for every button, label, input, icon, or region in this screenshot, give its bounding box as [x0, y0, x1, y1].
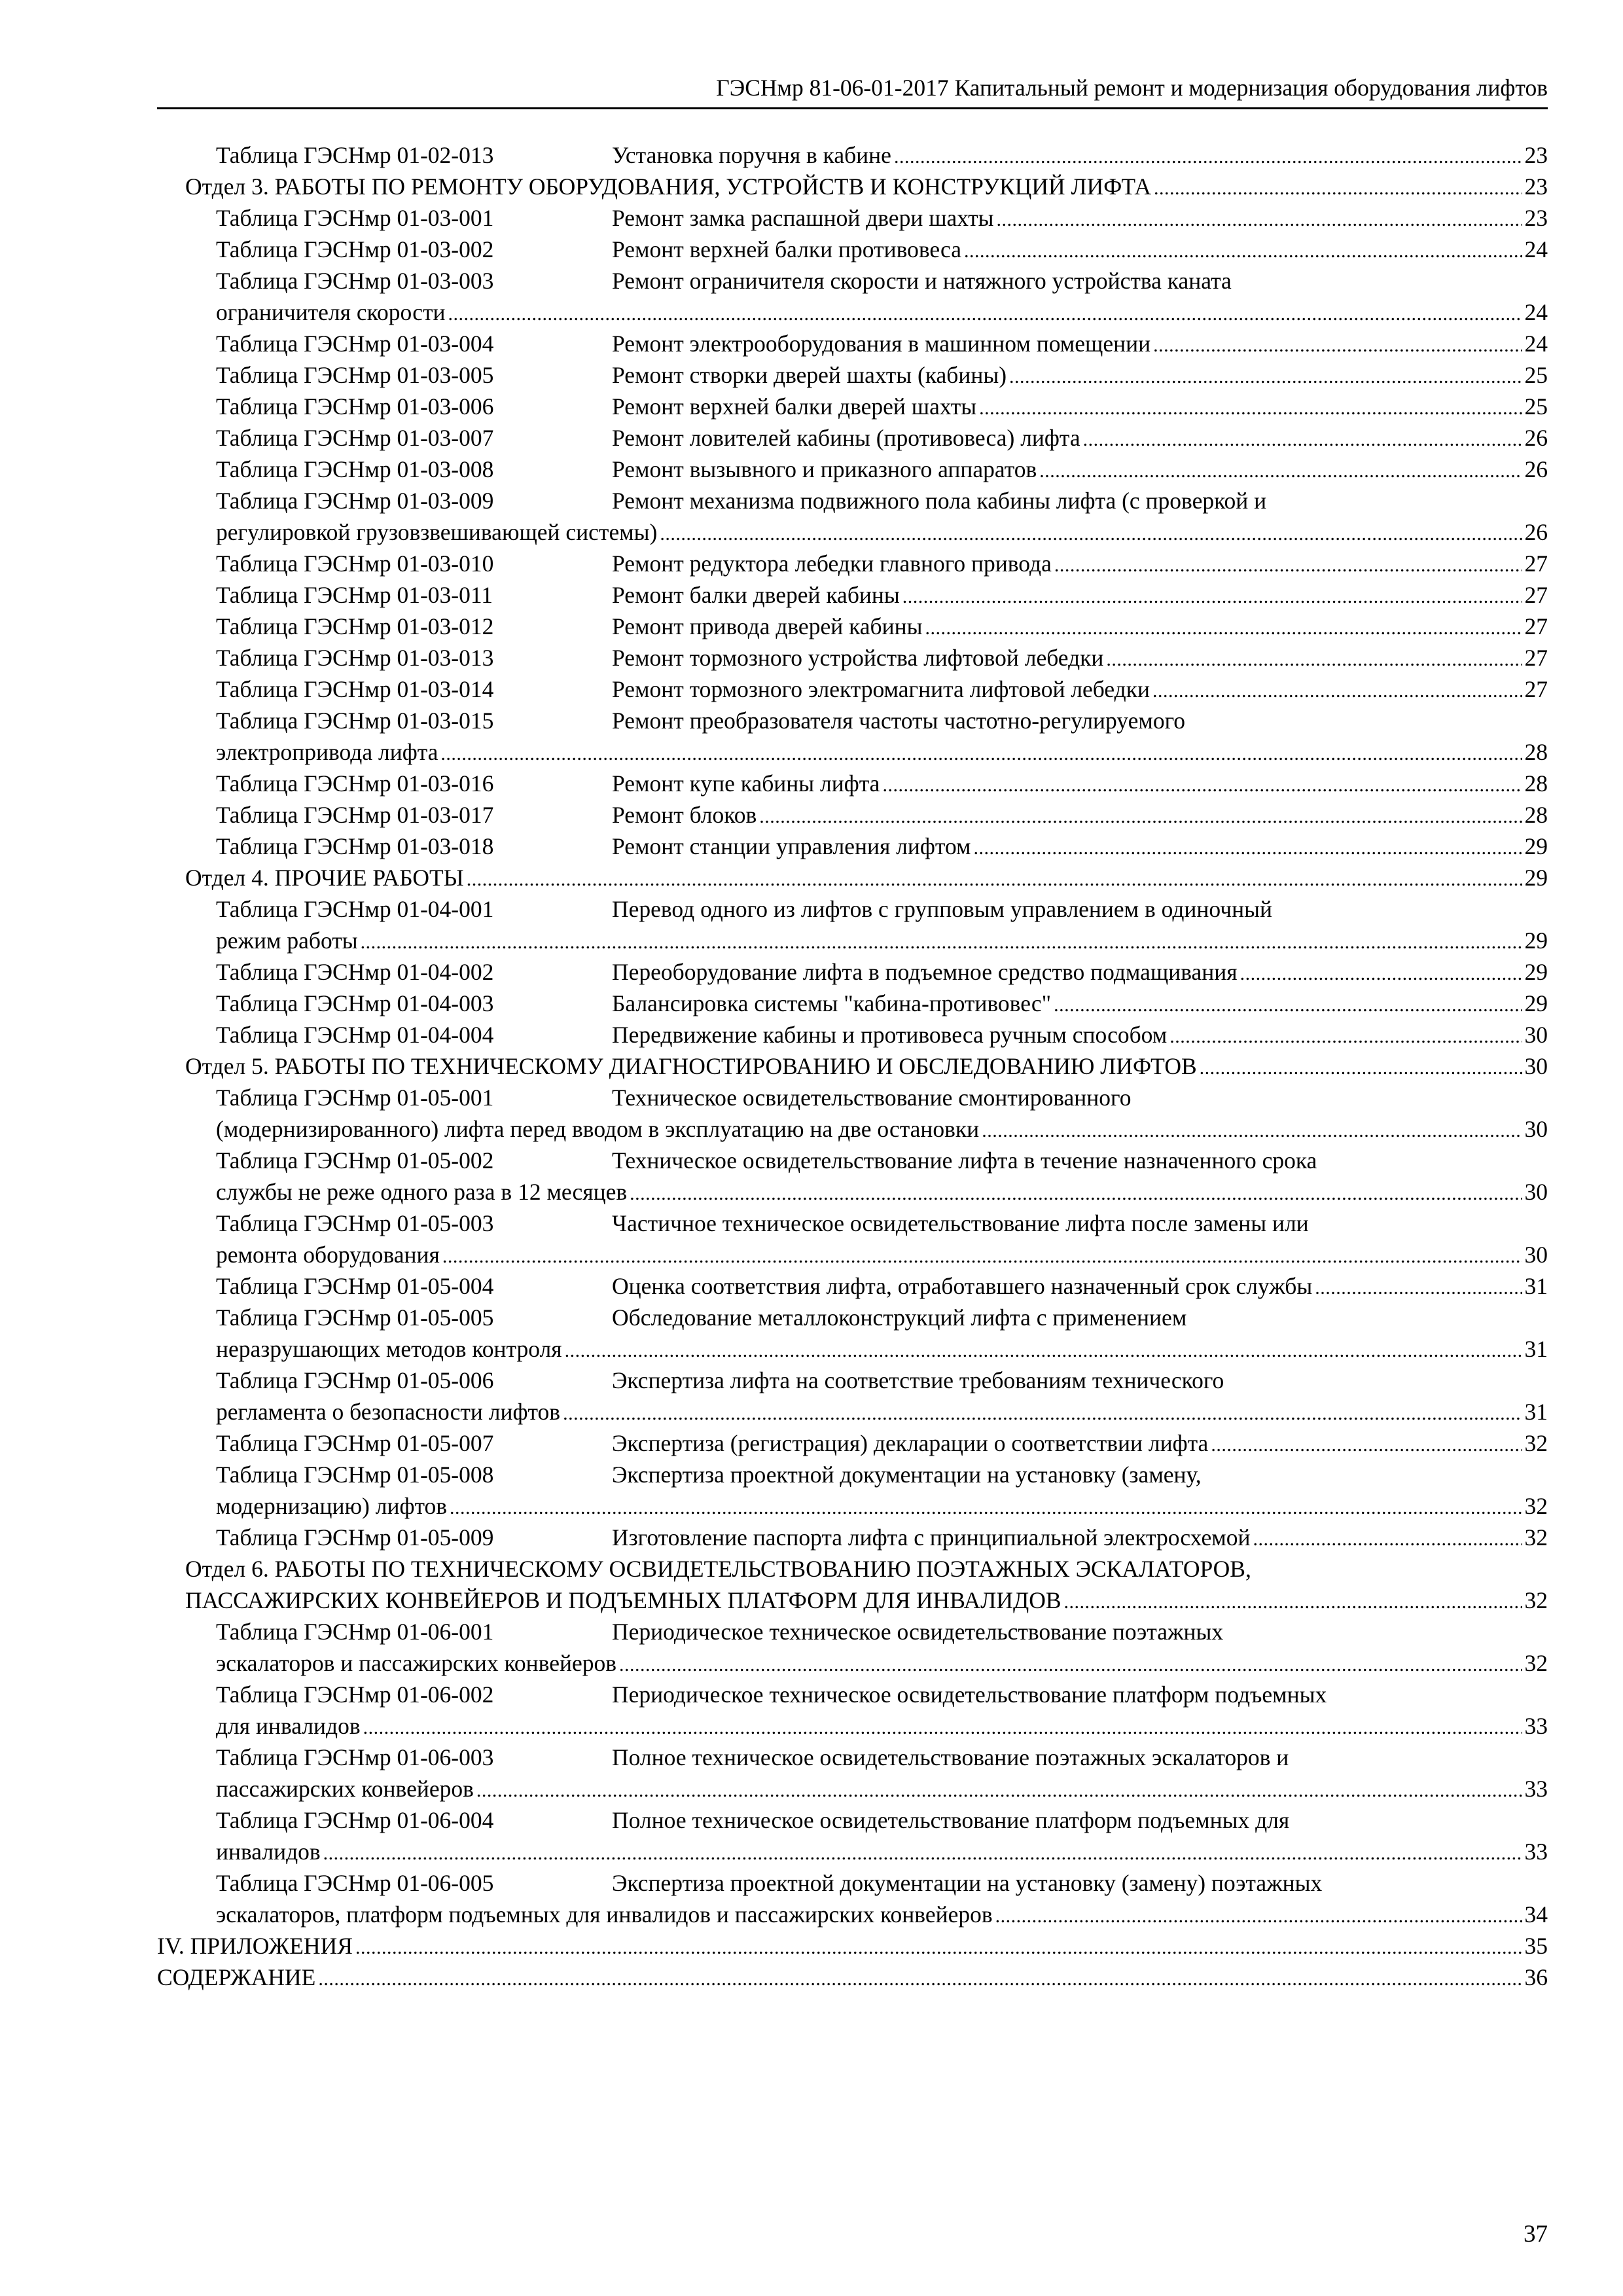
toc-section-entry[interactable]: [157, 1553, 1548, 1616]
toc-entry-title-continuation: ограничителя скорости: [216, 299, 446, 325]
toc-entry-title: Ремонт тормозного электромагнита лифтовой лебедки: [612, 676, 1150, 702]
toc-entry-title: Ремонт ловителей кабины (противовеса) лифта: [612, 425, 1080, 451]
dot-leader: [1106, 644, 1522, 675]
toc-section-entry[interactable]: [157, 862, 1548, 893]
toc-entry-continuation-line: [157, 296, 1548, 328]
toc-entry-line: [157, 611, 1548, 642]
toc-entry-title: Экспертиза (регистрация) декларации о соответствии лифта: [612, 1430, 1209, 1456]
toc-entry-title: СОДЕРЖАНИЕ: [157, 1964, 316, 1990]
toc-entry-title: Периодическое техническое освидетельствование платформ подъемных: [612, 1681, 1327, 1708]
toc-page-number: 35: [1524, 1933, 1548, 1959]
toc-entry-title: Отдел 3. РАБОТЫ ПО РЕМОНТУ ОБОРУДОВАНИЯ, УСТРОЙСТВ И КОНСТРУКЦИЙ ЛИФТА: [185, 173, 1151, 200]
toc-table-entry[interactable]: [157, 642, 1548, 673]
dot-leader: [997, 204, 1522, 236]
toc-entry-line: [157, 642, 1548, 673]
toc-table-entry[interactable]: [157, 1427, 1548, 1459]
toc-table-code: Таблица ГЭСНмр 01-03-003: [216, 268, 494, 294]
toc-entry-title-continuation: режим работы: [216, 927, 358, 954]
toc-entry-title: IV. ПРИЛОЖЕНИЯ: [157, 1933, 353, 1959]
dot-leader: [1211, 1429, 1522, 1461]
toc-table-code: Таблица ГЭСНмр 01-06-004: [216, 1807, 494, 1833]
toc-table-code: Таблица ГЭСНмр 01-03-009: [216, 488, 494, 514]
toc-page-number: 29: [1524, 865, 1548, 891]
toc-table-code: Таблица ГЭСНмр 01-03-004: [216, 331, 494, 357]
toc-entry-line: [157, 139, 1548, 171]
toc-table-code: Таблица ГЭСНмр 01-06-005: [216, 1870, 494, 1896]
toc-entry-line: [157, 831, 1548, 862]
toc-table-code: Таблица ГЭСНмр 01-03-016: [216, 770, 494, 797]
toc-entry-title: Ремонт верхней балки противовеса: [612, 236, 961, 262]
toc-page-number: 31: [1524, 1399, 1548, 1425]
toc-entry-line: [157, 1522, 1548, 1553]
dot-leader: [1064, 1587, 1522, 1618]
dot-leader: [995, 1901, 1522, 1932]
dot-leader: [563, 1398, 1522, 1429]
toc-entry-title: Ремонт привода дверей кабины: [612, 613, 923, 639]
toc-table-code: Таблица ГЭСНмр 01-03-011: [216, 582, 493, 608]
toc-entry-line: [157, 673, 1548, 705]
toc-page-number: 29: [1524, 959, 1548, 985]
toc-entry-title: Ремонт тормозного устройства лифтовой лебедки: [612, 645, 1104, 671]
toc-entry-continuation-line: [157, 1710, 1548, 1742]
toc-entry-line: [157, 1427, 1548, 1459]
toc-table-entry[interactable]: [157, 265, 1548, 328]
toc-page-number: 25: [1524, 393, 1548, 420]
toc-table-entry[interactable]: [157, 1867, 1548, 1930]
page-number: 37: [1524, 2221, 1548, 2248]
dot-leader: [1253, 1524, 1522, 1555]
toc-table-code: Таблица ГЭСНмр 01-05-008: [216, 1462, 494, 1488]
toc-entry-line: [157, 265, 1548, 296]
toc-entry-title: Ремонт механизма подвижного пола кабины лифта (с проверкой и: [612, 488, 1267, 514]
dot-leader: [1009, 361, 1522, 393]
toc-table-entry[interactable]: [157, 1082, 1548, 1145]
toc-entry-line: [157, 1145, 1548, 1176]
toc-entry-title: Переоборудование лифта в подъемное средство подмащивания: [612, 959, 1238, 985]
dot-leader: [450, 1492, 1522, 1524]
toc-page-number: 29: [1524, 990, 1548, 1016]
toc-entry-title: Ремонт балки дверей кабины: [612, 582, 900, 608]
toc-entry-line: [157, 862, 1548, 893]
toc-entry-title: Отдел 6. РАБОТЫ ПО ТЕХНИЧЕСКОМУ ОСВИДЕТЕЛЬСТВОВАНИЮ ПОЭТАЖНЫХ ЭСКАЛАТОРОВ,: [185, 1556, 1251, 1582]
toc-page-number: 32: [1524, 1493, 1548, 1519]
toc-entry-title: Оценка соответствия лифта, отработавшего назначенный срок службы: [612, 1273, 1313, 1299]
toc-table-entry[interactable]: [157, 202, 1548, 234]
dot-leader: [1169, 1021, 1522, 1052]
toc-entry-title-continuation: ПАССАЖИРСКИХ КОНВЕЙЕРОВ И ПОДЪЕМНЫХ ПЛАТФОРМ ДЛЯ ИНВАЛИДОВ: [185, 1587, 1061, 1613]
toc-entry-line: [157, 768, 1548, 799]
toc-table-code: Таблица ГЭСНмр 01-05-003: [216, 1210, 494, 1236]
toc-page-number: 26: [1524, 425, 1548, 451]
toc-entry-line: [157, 485, 1548, 516]
toc-entry-title: Балансировка системы "кабина-противовес": [612, 990, 1052, 1016]
dot-leader: [882, 770, 1522, 801]
toc-page-number: 26: [1524, 519, 1548, 545]
toc-page-number: 29: [1524, 927, 1548, 954]
toc-table-entry[interactable]: [157, 485, 1548, 548]
toc-entry-title: Полное техническое освидетельствование поэтажных эскалаторов и: [612, 1744, 1289, 1770]
dot-leader: [355, 1932, 1522, 1964]
toc-page-number: 23: [1524, 142, 1548, 168]
dot-leader: [979, 393, 1522, 424]
toc-page-number: 27: [1524, 613, 1548, 639]
toc-page-number: 24: [1524, 236, 1548, 262]
toc-table-code: Таблица ГЭСНмр 01-03-015: [216, 708, 494, 734]
toc-table-code: Таблица ГЭСНмр 01-03-006: [216, 393, 494, 420]
toc-entry-title-continuation: модернизацию) лифтов: [216, 1493, 448, 1519]
toc-table-code: Таблица ГЭСНмр 01-05-006: [216, 1367, 494, 1393]
toc-page-number: 32: [1524, 1587, 1548, 1613]
toc-table-entry[interactable]: [157, 1145, 1548, 1208]
toc-entry-continuation-line: [157, 1113, 1548, 1145]
toc-table-entry[interactable]: [157, 1459, 1548, 1522]
toc-page-number: 30: [1524, 1179, 1548, 1205]
toc-table-entry[interactable]: [157, 831, 1548, 862]
toc-entry-title: Экспертиза проектной документации на установку (замену) поэтажных: [612, 1870, 1323, 1896]
toc-entry-line: [157, 579, 1548, 611]
toc-page-number: 32: [1524, 1650, 1548, 1676]
toc-page-number: 25: [1524, 362, 1548, 388]
dot-leader: [1054, 550, 1522, 581]
toc-page-number: 32: [1524, 1430, 1548, 1456]
toc-entry-continuation-line: [157, 1333, 1548, 1365]
toc-entry-line: [157, 328, 1548, 359]
toc-entry-continuation-line: [157, 516, 1548, 548]
toc-page-number: 30: [1524, 1022, 1548, 1048]
toc-table-code: Таблица ГЭСНмр 01-05-004: [216, 1273, 494, 1299]
toc-entry-line: [157, 422, 1548, 454]
toc-entry-line: [157, 799, 1548, 831]
toc-entry-title-continuation: пассажирских конвейеров: [216, 1776, 474, 1802]
dot-leader: [476, 1775, 1522, 1806]
table-of-contents: [157, 139, 1548, 1993]
toc-entry-line: [157, 1050, 1548, 1082]
toc-entry-line: [157, 1804, 1548, 1836]
toc-entry-line: [157, 1930, 1548, 1962]
toc-entry-title-continuation: регулировкой грузовзвешивающей системы): [216, 519, 658, 545]
toc-entry-line: [157, 956, 1548, 988]
toc-table-code: Таблица ГЭСНмр 01-05-001: [216, 1085, 494, 1111]
dot-leader: [964, 236, 1522, 267]
toc-section-entry[interactable]: [157, 171, 1548, 202]
toc-page-number: 30: [1524, 1053, 1548, 1079]
toc-entry-line: [157, 1208, 1548, 1239]
toc-entry-title: Техническое освидетельствование смонтированного: [612, 1085, 1132, 1111]
toc-table-code: Таблица ГЭСНмр 01-06-003: [216, 1744, 494, 1770]
dot-leader: [440, 738, 1522, 770]
dot-leader: [442, 1241, 1522, 1272]
toc-page-number: 27: [1524, 582, 1548, 608]
toc-entry-title: Отдел 4. ПРОЧИЕ РАБОТЫ: [185, 865, 464, 891]
toc-entry-title: Экспертиза лифта на соответствие требованиям технического: [612, 1367, 1224, 1393]
toc-entry-title: Частичное техническое освидетельствование лифта после замены или: [612, 1210, 1309, 1236]
toc-table-entry[interactable]: [157, 1270, 1548, 1302]
toc-entry-line: [157, 1270, 1548, 1302]
toc-entry-title: Ремонт преобразователя частоты частотно-регулируемого: [612, 708, 1185, 734]
toc-page-number: 31: [1524, 1273, 1548, 1299]
toc-table-entry[interactable]: [157, 1804, 1548, 1867]
toc-table-code: Таблица ГЭСНмр 01-05-007: [216, 1430, 494, 1456]
toc-page-number: 27: [1524, 645, 1548, 671]
toc-entry-title: Ремонт верхней балки дверей шахты: [612, 393, 977, 420]
toc-entry-title: Ремонт вызывного и приказного аппаратов: [612, 456, 1037, 482]
toc-entry-title: Ремонт станции управления лифтом: [612, 833, 971, 859]
dot-leader: [902, 581, 1522, 613]
toc-table-entry[interactable]: [157, 1302, 1548, 1365]
toc-entry-title-continuation: эскалаторов и пассажирских конвейеров: [216, 1650, 617, 1676]
toc-entry-line: [157, 1679, 1548, 1710]
toc-entry-title: Ремонт замка распашной двери шахты: [612, 205, 994, 231]
toc-table-entry[interactable]: [157, 1365, 1548, 1427]
toc-entry-title-continuation: для инвалидов: [216, 1713, 361, 1739]
toc-table-entry[interactable]: [157, 1616, 1548, 1679]
toc-table-code: Таблица ГЭСНмр 01-03-010: [216, 550, 494, 577]
toc-entry-title: Ремонт редуктора лебедки главного привода: [612, 550, 1052, 577]
toc-entry-continuation-line: [157, 1773, 1548, 1804]
toc-page-number: 34: [1524, 1901, 1548, 1928]
toc-table-entry[interactable]: [157, 359, 1548, 391]
toc-entry-continuation-line: [157, 1899, 1548, 1930]
toc-entry-title: Ремонт электрооборудования в машинном помещении: [612, 331, 1151, 357]
toc-entry-line: [157, 454, 1548, 485]
toc-entry-title: Ремонт створки дверей шахты (кабины): [612, 362, 1007, 388]
toc-entry-line: [157, 893, 1548, 925]
toc-page-number: 27: [1524, 550, 1548, 577]
toc-entry-title: Полное техническое освидетельствование платформ подъемных для: [612, 1807, 1290, 1833]
running-header: ГЭСНмр 81-06-01-2017 Капитальный ремонт и модернизация оборудования лифтов: [157, 69, 1548, 109]
toc-table-entry[interactable]: [157, 454, 1548, 485]
toc-entry-title-continuation: (модернизированного) лифта перед вводом в эксплуатацию на две остановки: [216, 1116, 980, 1142]
toc-entry-line: [157, 1082, 1548, 1113]
toc-entry-title: Перевод одного из лифтов с групповым управлением в одиночный: [612, 896, 1272, 922]
toc-table-entry[interactable]: [157, 579, 1548, 611]
toc-table-entry[interactable]: [157, 799, 1548, 831]
toc-page-number: 23: [1524, 173, 1548, 200]
toc-table-code: Таблица ГЭСНмр 01-03-013: [216, 645, 494, 671]
toc-table-code: Таблица ГЭСНмр 01-05-005: [216, 1304, 494, 1331]
toc-table-code: Таблица ГЭСНмр 01-03-002: [216, 236, 494, 262]
dot-leader: [759, 801, 1522, 833]
toc-entry-line: [157, 548, 1548, 579]
toc-page-number: 36: [1524, 1964, 1548, 1990]
toc-table-code: Таблица ГЭСНмр 01-03-007: [216, 425, 494, 451]
toc-entry-line: [157, 234, 1548, 265]
toc-entry-title: Обследование металлоконструкций лифта с применением: [612, 1304, 1187, 1331]
toc-table-entry[interactable]: [157, 705, 1548, 768]
toc-page-number: 28: [1524, 770, 1548, 797]
toc-table-code: Таблица ГЭСНмр 01-05-002: [216, 1147, 494, 1174]
toc-table-code: Таблица ГЭСНмр 01-03-005: [216, 362, 494, 388]
dot-leader: [1315, 1272, 1522, 1304]
toc-entry-title: Ремонт ограничителя скорости и натяжного устройства каната: [612, 268, 1232, 294]
toc-table-entry[interactable]: [157, 988, 1548, 1019]
dot-leader: [925, 613, 1522, 644]
toc-section-entry[interactable]: [157, 1050, 1548, 1082]
dot-leader: [894, 141, 1522, 173]
toc-page-number: 27: [1524, 676, 1548, 702]
toc-entry-continuation-line: [157, 925, 1548, 956]
toc-entry-title: Передвижение кабины и противовеса ручным способом: [612, 1022, 1168, 1048]
dot-leader: [1154, 173, 1522, 204]
toc-table-code: Таблица ГЭСНмр 01-04-003: [216, 990, 494, 1016]
toc-table-entry[interactable]: [157, 1019, 1548, 1050]
dot-leader: [361, 927, 1522, 958]
toc-table-entry[interactable]: [157, 611, 1548, 642]
toc-entry-line: [157, 1962, 1548, 1993]
toc-table-code: Таблица ГЭСНмр 01-03-008: [216, 456, 494, 482]
toc-entry-title: Периодическое техническое освидетельствование поэтажных: [612, 1619, 1224, 1645]
toc-table-code: Таблица ГЭСНмр 01-04-004: [216, 1022, 494, 1048]
toc-entry-line: [157, 171, 1548, 202]
dot-leader: [1152, 675, 1522, 707]
toc-part-entry[interactable]: [157, 1962, 1548, 1993]
toc-entry-title-continuation: инвалидов: [216, 1839, 321, 1865]
toc-entry-continuation-line: [157, 1490, 1548, 1522]
toc-entry-line: [157, 1742, 1548, 1773]
dot-leader: [1200, 1052, 1522, 1084]
dot-leader: [973, 833, 1522, 864]
toc-entry-line: [157, 1616, 1548, 1647]
toc-table-entry[interactable]: [157, 139, 1548, 171]
toc-table-code: Таблица ГЭСНмр 01-03-018: [216, 833, 494, 859]
toc-page-number: 26: [1524, 456, 1548, 482]
toc-entry-title: Техническое освидетельствование лифта в течение назначенного срока: [612, 1147, 1317, 1174]
toc-entry-line: [157, 391, 1548, 422]
toc-table-entry[interactable]: [157, 768, 1548, 799]
toc-entry-title: Ремонт купе кабины лифта: [612, 770, 880, 797]
toc-page-number: 31: [1524, 1336, 1548, 1362]
dot-leader: [1039, 456, 1522, 487]
toc-table-code: Таблица ГЭСНмр 01-05-009: [216, 1524, 494, 1551]
toc-entry-title-continuation: неразрушающих методов контроля: [216, 1336, 562, 1362]
toc-entry-title: Отдел 5. РАБОТЫ ПО ТЕХНИЧЕСКОМУ ДИАГНОСТИРОВАНИЮ И ОБСЛЕДОВАНИЮ ЛИФТОВ: [185, 1053, 1197, 1079]
toc-table-entry[interactable]: [157, 391, 1548, 422]
dot-leader: [363, 1712, 1522, 1744]
dot-leader: [318, 1964, 1522, 1995]
toc-entry-continuation-line: [157, 1836, 1548, 1867]
toc-table-code: Таблица ГЭСНмр 01-03-001: [216, 205, 494, 231]
dot-leader: [565, 1335, 1522, 1367]
toc-table-code: Таблица ГЭСНмр 01-03-012: [216, 613, 494, 639]
toc-page-number: 29: [1524, 833, 1548, 859]
dot-leader: [619, 1649, 1522, 1681]
toc-entry-title-continuation: ремонта оборудования: [216, 1242, 440, 1268]
toc-entry-continuation-line: [157, 736, 1548, 768]
toc-page-number: 24: [1524, 331, 1548, 357]
toc-page-number: 30: [1524, 1242, 1548, 1268]
toc-entry-title: Ремонт блоков: [612, 802, 757, 828]
toc-page-number: 24: [1524, 299, 1548, 325]
dot-leader: [982, 1115, 1522, 1147]
toc-table-entry[interactable]: [157, 548, 1548, 579]
toc-entry-continuation-line: [157, 1647, 1548, 1679]
dot-leader: [1240, 958, 1522, 990]
toc-table-code: Таблица ГЭСНмр 01-04-001: [216, 896, 494, 922]
toc-entry-title: Экспертиза проектной документации на установку (замену,: [612, 1462, 1202, 1488]
toc-table-code: Таблица ГЭСНмр 01-06-001: [216, 1619, 494, 1645]
toc-entry-line: [157, 705, 1548, 736]
toc-table-entry[interactable]: [157, 893, 1548, 956]
dot-leader: [1054, 990, 1522, 1021]
dot-leader: [630, 1178, 1522, 1210]
toc-table-entry[interactable]: [157, 956, 1548, 988]
toc-table-entry[interactable]: [157, 1522, 1548, 1553]
toc-entry-line: [157, 988, 1548, 1019]
toc-entry-line: [157, 1302, 1548, 1333]
toc-entry-continuation-line: [157, 1239, 1548, 1270]
toc-page-number: 23: [1524, 205, 1548, 231]
toc-entry-continuation-line: [157, 1585, 1548, 1616]
dot-leader: [660, 518, 1522, 550]
toc-table-code: Таблица ГЭСНмр 01-04-002: [216, 959, 494, 985]
toc-page-number: 30: [1524, 1116, 1548, 1142]
toc-entry-line: [157, 1867, 1548, 1899]
toc-entry-line: [157, 1459, 1548, 1490]
toc-page-number: 33: [1524, 1839, 1548, 1865]
toc-entry-line: [157, 359, 1548, 391]
toc-entry-line: [157, 202, 1548, 234]
toc-page-number: 32: [1524, 1524, 1548, 1551]
toc-table-entry[interactable]: [157, 673, 1548, 705]
toc-page-number: 33: [1524, 1713, 1548, 1739]
toc-table-entry[interactable]: [157, 234, 1548, 265]
toc-page-number: 28: [1524, 802, 1548, 828]
toc-table-entry[interactable]: [157, 328, 1548, 359]
toc-table-code: Таблица ГЭСНмр 01-06-002: [216, 1681, 494, 1708]
toc-table-entry[interactable]: [157, 1679, 1548, 1742]
dot-leader: [448, 298, 1522, 330]
toc-entry-line: [157, 1019, 1548, 1050]
toc-page-number: 28: [1524, 739, 1548, 765]
toc-table-entry[interactable]: [157, 1742, 1548, 1804]
toc-entry-title-continuation: эскалаторов, платформ подъемных для инвалидов и пассажирских конвейеров: [216, 1901, 993, 1928]
dot-leader: [323, 1838, 1522, 1869]
toc-entry-title-continuation: электропривода лифта: [216, 739, 438, 765]
dot-leader: [1083, 424, 1522, 456]
dot-leader: [467, 864, 1522, 895]
dot-leader: [1153, 330, 1522, 361]
toc-entry-title: Изготовление паспорта лифта с принципиальной электросхемой: [612, 1524, 1251, 1551]
toc-table-code: Таблица ГЭСНмр 01-03-017: [216, 802, 494, 828]
toc-entry-line: [157, 1365, 1548, 1396]
toc-part-entry[interactable]: [157, 1930, 1548, 1962]
toc-entry-title-continuation: службы не реже одного раза в 12 месяцев: [216, 1179, 628, 1205]
toc-entry-title-continuation: регламента о безопасности лифтов: [216, 1399, 561, 1425]
toc-page-number: 33: [1524, 1776, 1548, 1802]
toc-table-code: Таблица ГЭСНмр 01-03-014: [216, 676, 494, 702]
toc-table-entry[interactable]: [157, 1208, 1548, 1270]
toc-entry-continuation-line: [157, 1396, 1548, 1427]
toc-table-entry[interactable]: [157, 422, 1548, 454]
toc-table-code: Таблица ГЭСНмр 01-02-013: [216, 142, 494, 168]
toc-entry-title: Установка поручня в кабине: [612, 142, 891, 168]
toc-entry-continuation-line: [157, 1176, 1548, 1208]
toc-entry-line: [157, 1553, 1548, 1585]
